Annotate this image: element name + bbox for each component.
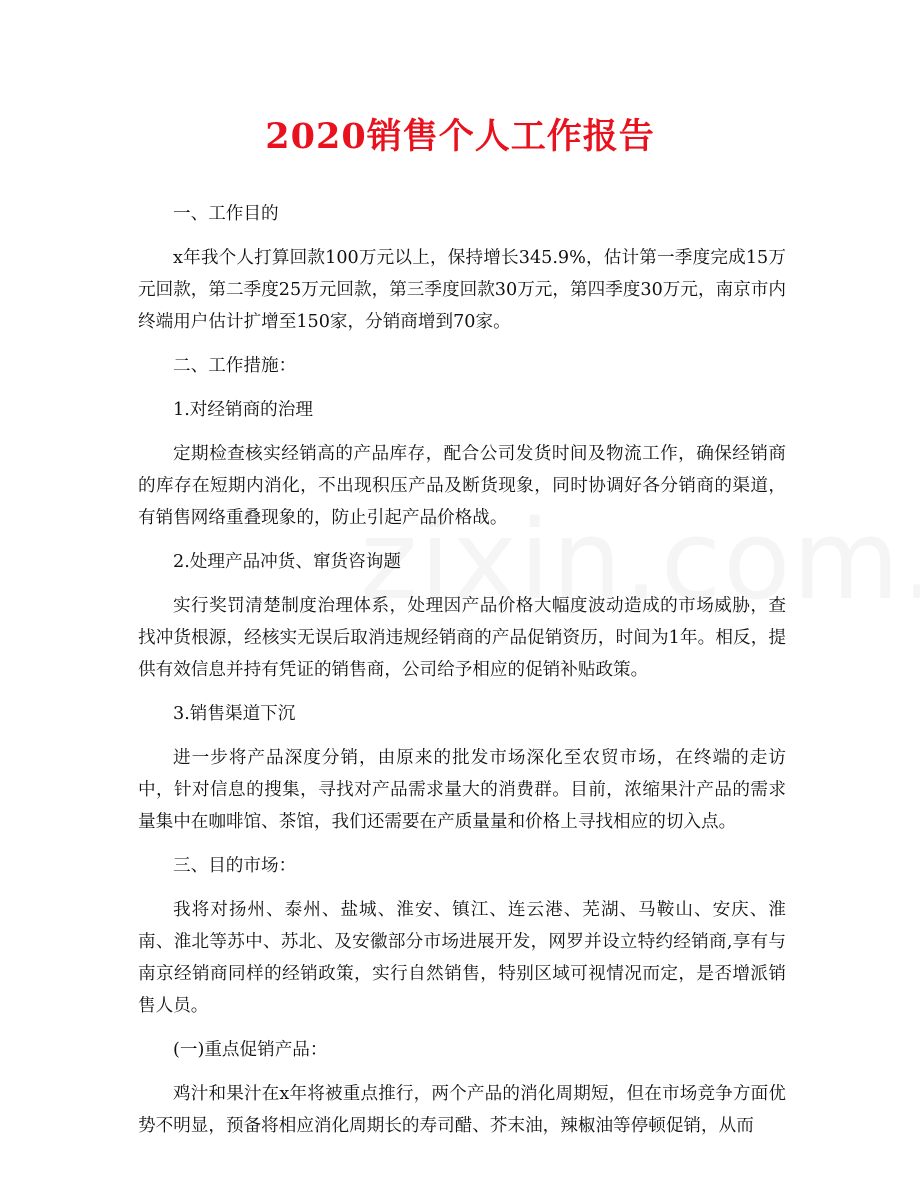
paragraph-cross-selling: 实行奖罚清楚制度治理体系，处理因产品价格大幅度波动造成的市场威胁，查找冲货根源，经核实无误后取消违规经销商的产品促销资历，时间为1年。相反，提供有效信息并持有凭证的销售商，公司给予相应的促销补贴政策。 <box>138 596 786 680</box>
document-body <box>138 198 786 1154</box>
heading-work-measures: 二、工作措施： <box>173 356 297 376</box>
paragraph-distributor-management: 定期检查核实经销高的产品库存，配合公司发货时间及物流工作，确保经销商的库存在短期内消化，不出现积压产品及断货现象，同时协调好各分销商的渠道，有销售网络重叠现象的，防止引起产品价格战。 <box>138 444 786 528</box>
subheading-channel-sinking: 3.销售渠道下沉 <box>173 704 296 724</box>
subheading-distributor-management: 1.对经销商的治理 <box>173 400 313 420</box>
paragraph-work-goal: x年我个人打算回款100万元以上，保持增长345.9%，估计第一季度完成15万元回款，第二季度25万元回款，第三季度回款30万元，第四季度30万元，南京市内终端用户估计扩增至150家，分销商增到70家。 <box>138 248 786 332</box>
paragraph-channel-sinking: 进一步将产品深度分销，由原来的批发市场深化至农贸市场，在终端的走访中，针对信息的搜集，寻找对产品需求量大的消费群。目前，浓缩果汁产品的需求量集中在咖啡馆、茶馆，我们还需要在产质量量和价格上寻找相应的切入点。 <box>138 748 786 832</box>
subheading-cross-selling: 2.处理产品冲货、窜货咨询题 <box>173 552 401 572</box>
paragraph-target-market: 我将对扬州、泰州、盐城、淮安、镇江、连云港、芜湖、马鞍山、安庆、淮南、淮北等苏中、苏北、及安徽部分市场进展开发，网罗并设立特约经销商,享有与南京经销商同样的经销政策，实行自然销售，特别区域可视情况而定，是否增派销售人员。 <box>138 900 786 1016</box>
document-title: 2020销售个人工作报告 <box>265 116 655 157</box>
paragraph-key-products: 鸡汁和果汁在x年将被重点推行，两个产品的消化周期短，但在市场竞争方面优势不明显，预备将相应消化周期长的寿司醋、芥末油，辣椒油等停顿促销，从而 <box>138 1084 786 1136</box>
subheading-key-products: (一)重点促销产品： <box>173 1040 328 1060</box>
heading-work-goal: 一、工作目的 <box>173 204 279 224</box>
heading-target-market: 三、目的市场： <box>173 856 297 876</box>
